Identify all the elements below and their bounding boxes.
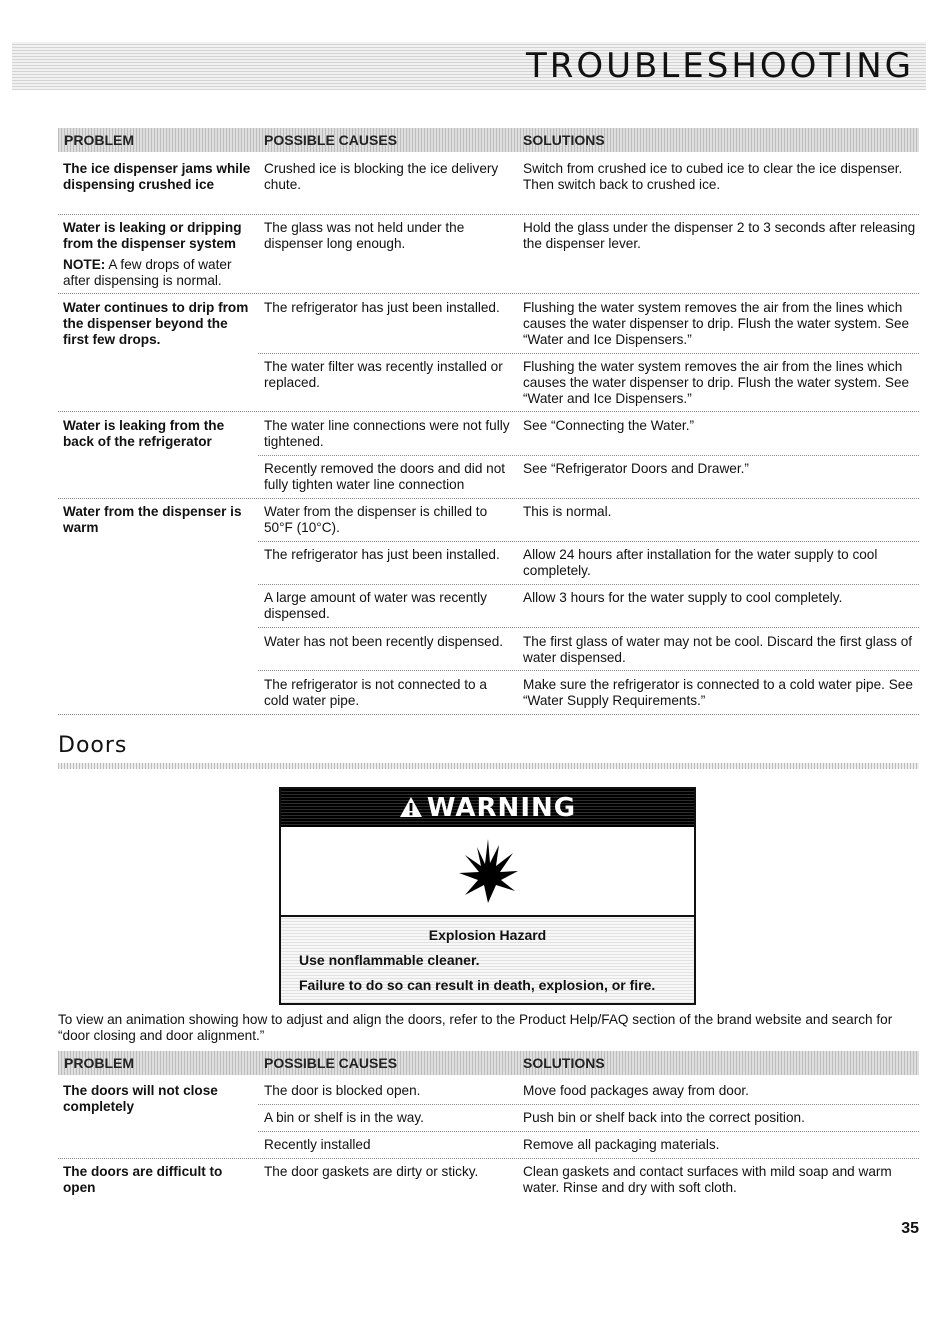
cause-cell: The glass was not held under the dispenser long enough. [264, 220, 465, 251]
row-divider [258, 353, 919, 354]
note-label: NOTE: [63, 257, 106, 272]
cause-cell: Recently removed the doors and did not fully tighten water line connection [264, 461, 506, 492]
warning-line-2: Failure to do so can result in death, explosion, or fire. [299, 977, 656, 993]
row-divider [58, 293, 919, 294]
solution-cell: Clean gaskets and contact surfaces with mild soap and warm water. Rinse and dry with soft cloth. [523, 1164, 892, 1195]
solution-cell: See “Refrigerator Doors and Drawer.” [523, 461, 749, 476]
solution-cell: Make sure the refrigerator is connected to a cold water pipe. See “Water Supply Requirements.” [523, 677, 913, 708]
solution-cell: Move food packages away from door. [523, 1083, 749, 1098]
problem-cell: Water is leaking from the back of the refrigerator [63, 418, 225, 449]
problem-cell: Water continues to drip from the dispenser beyond the first few drops. [63, 300, 249, 347]
section-title-doors: Doors [58, 733, 128, 758]
cause-cell: Recently installed [264, 1137, 371, 1152]
row-divider [258, 1131, 919, 1132]
header-causes: POSSIBLE CAUSES [264, 132, 398, 148]
solution-cell: Hold the glass under the dispenser 2 to 3 seconds after releasing the dispenser lever. [523, 220, 916, 251]
warning-hazard: Explosion Hazard [428, 927, 547, 943]
cause-cell: Water from the dispenser is chilled to 50°F (10°C). [264, 504, 488, 535]
solution-cell: The first glass of water may not be cool. Discard the first glass of water dispensed. [523, 634, 913, 665]
cause-cell: A large amount of water was recently dispensed. [264, 590, 487, 621]
header-solutions: SOLUTIONS [523, 132, 605, 148]
header-problem: PROBLEM [64, 1055, 134, 1071]
cause-cell: The refrigerator is not connected to a cold water pipe. [264, 677, 487, 708]
note-text [63, 257, 253, 289]
row-divider [258, 584, 919, 585]
problem-cell: The ice dispenser jams while dispensing crushed ice [63, 161, 251, 192]
problem-cell: The doors will not close completely [63, 1083, 218, 1114]
solution-cell: Flushing the water system removes the air from the lines which causes the water dispenser to drip. Flush the water system. See “Water and Ice Dispensers.” [523, 300, 910, 347]
page-number: 35 [901, 1220, 919, 1237]
header-banner [12, 42, 926, 90]
cause-cell: The water line connections were not fully tightened. [264, 418, 510, 449]
cause-cell: A bin or shelf is in the way. [264, 1110, 424, 1125]
header-solutions: SOLUTIONS [523, 1055, 605, 1071]
cause-cell: The door is blocked open. [264, 1083, 421, 1098]
row-divider [258, 1104, 919, 1105]
cause-cell: The water filter was recently installed or replaced. [264, 359, 503, 390]
warning-icon-area [281, 827, 694, 917]
row-divider [58, 1158, 919, 1159]
row-divider [58, 498, 919, 499]
solution-cell: Remove all packaging materials. [523, 1137, 720, 1152]
row-divider [258, 670, 919, 671]
explosion-icon [455, 835, 521, 907]
warning-box [279, 787, 696, 1005]
row-divider [258, 541, 919, 542]
cause-cell: The refrigerator has just been installed. [264, 300, 500, 315]
table-header [58, 128, 919, 152]
cause-cell: The refrigerator has just been installed. [264, 547, 500, 562]
header-causes: POSSIBLE CAUSES [264, 1055, 398, 1071]
warning-title: WARNING [426, 793, 577, 823]
row-divider [258, 455, 919, 456]
cause-cell: The door gaskets are dirty or sticky. [264, 1164, 479, 1179]
solution-cell: Switch from crushed ice to cubed ice to clear the ice dispenser. Then switch back to crushed ice. [523, 161, 903, 192]
note-body: A few drops of water after dispensing is normal. [63, 257, 232, 288]
table-header [58, 1051, 919, 1075]
warning-triangle-icon [399, 791, 423, 829]
page-title: TROUBLESHOOTING [525, 46, 914, 86]
cause-cell: Crushed ice is blocking the ice delivery chute. [264, 161, 499, 192]
solution-cell: Push bin or shelf back into the correct position. [523, 1110, 805, 1125]
header-problem: PROBLEM [64, 132, 134, 148]
solution-cell: Allow 3 hours for the water supply to cool completely. [523, 590, 843, 605]
warning-header [281, 789, 694, 827]
problem-cell: Water from the dispenser is warm [63, 504, 242, 535]
solution-cell: Allow 24 hours after installation for the water supply to cool completely. [523, 547, 878, 578]
warning-line-1: Use nonflammable cleaner. [299, 952, 480, 968]
problem-cell: Water is leaking or dripping from the dispenser system [63, 220, 242, 251]
solution-cell: See “Connecting the Water.” [523, 418, 695, 433]
row-divider [58, 714, 919, 715]
cause-cell: Water has not been recently dispensed. [264, 634, 504, 649]
warning-text-area [281, 917, 694, 1003]
row-divider [58, 411, 919, 412]
row-divider [58, 214, 919, 215]
doors-intro-text: To view an animation showing how to adjust and align the doors, refer to the Product Help/FAQ section of the brand website and search for “door closing and door alignment.” [58, 1012, 893, 1043]
section-divider [58, 763, 919, 769]
solution-cell: This is normal. [523, 504, 612, 519]
solution-cell: Flushing the water system removes the air from the lines which causes the water dispenser to drip. Flush the water system. See “Water and Ice Dispensers.” [523, 359, 910, 406]
row-divider [258, 627, 919, 628]
problem-cell: The doors are difficult to open [63, 1164, 223, 1195]
